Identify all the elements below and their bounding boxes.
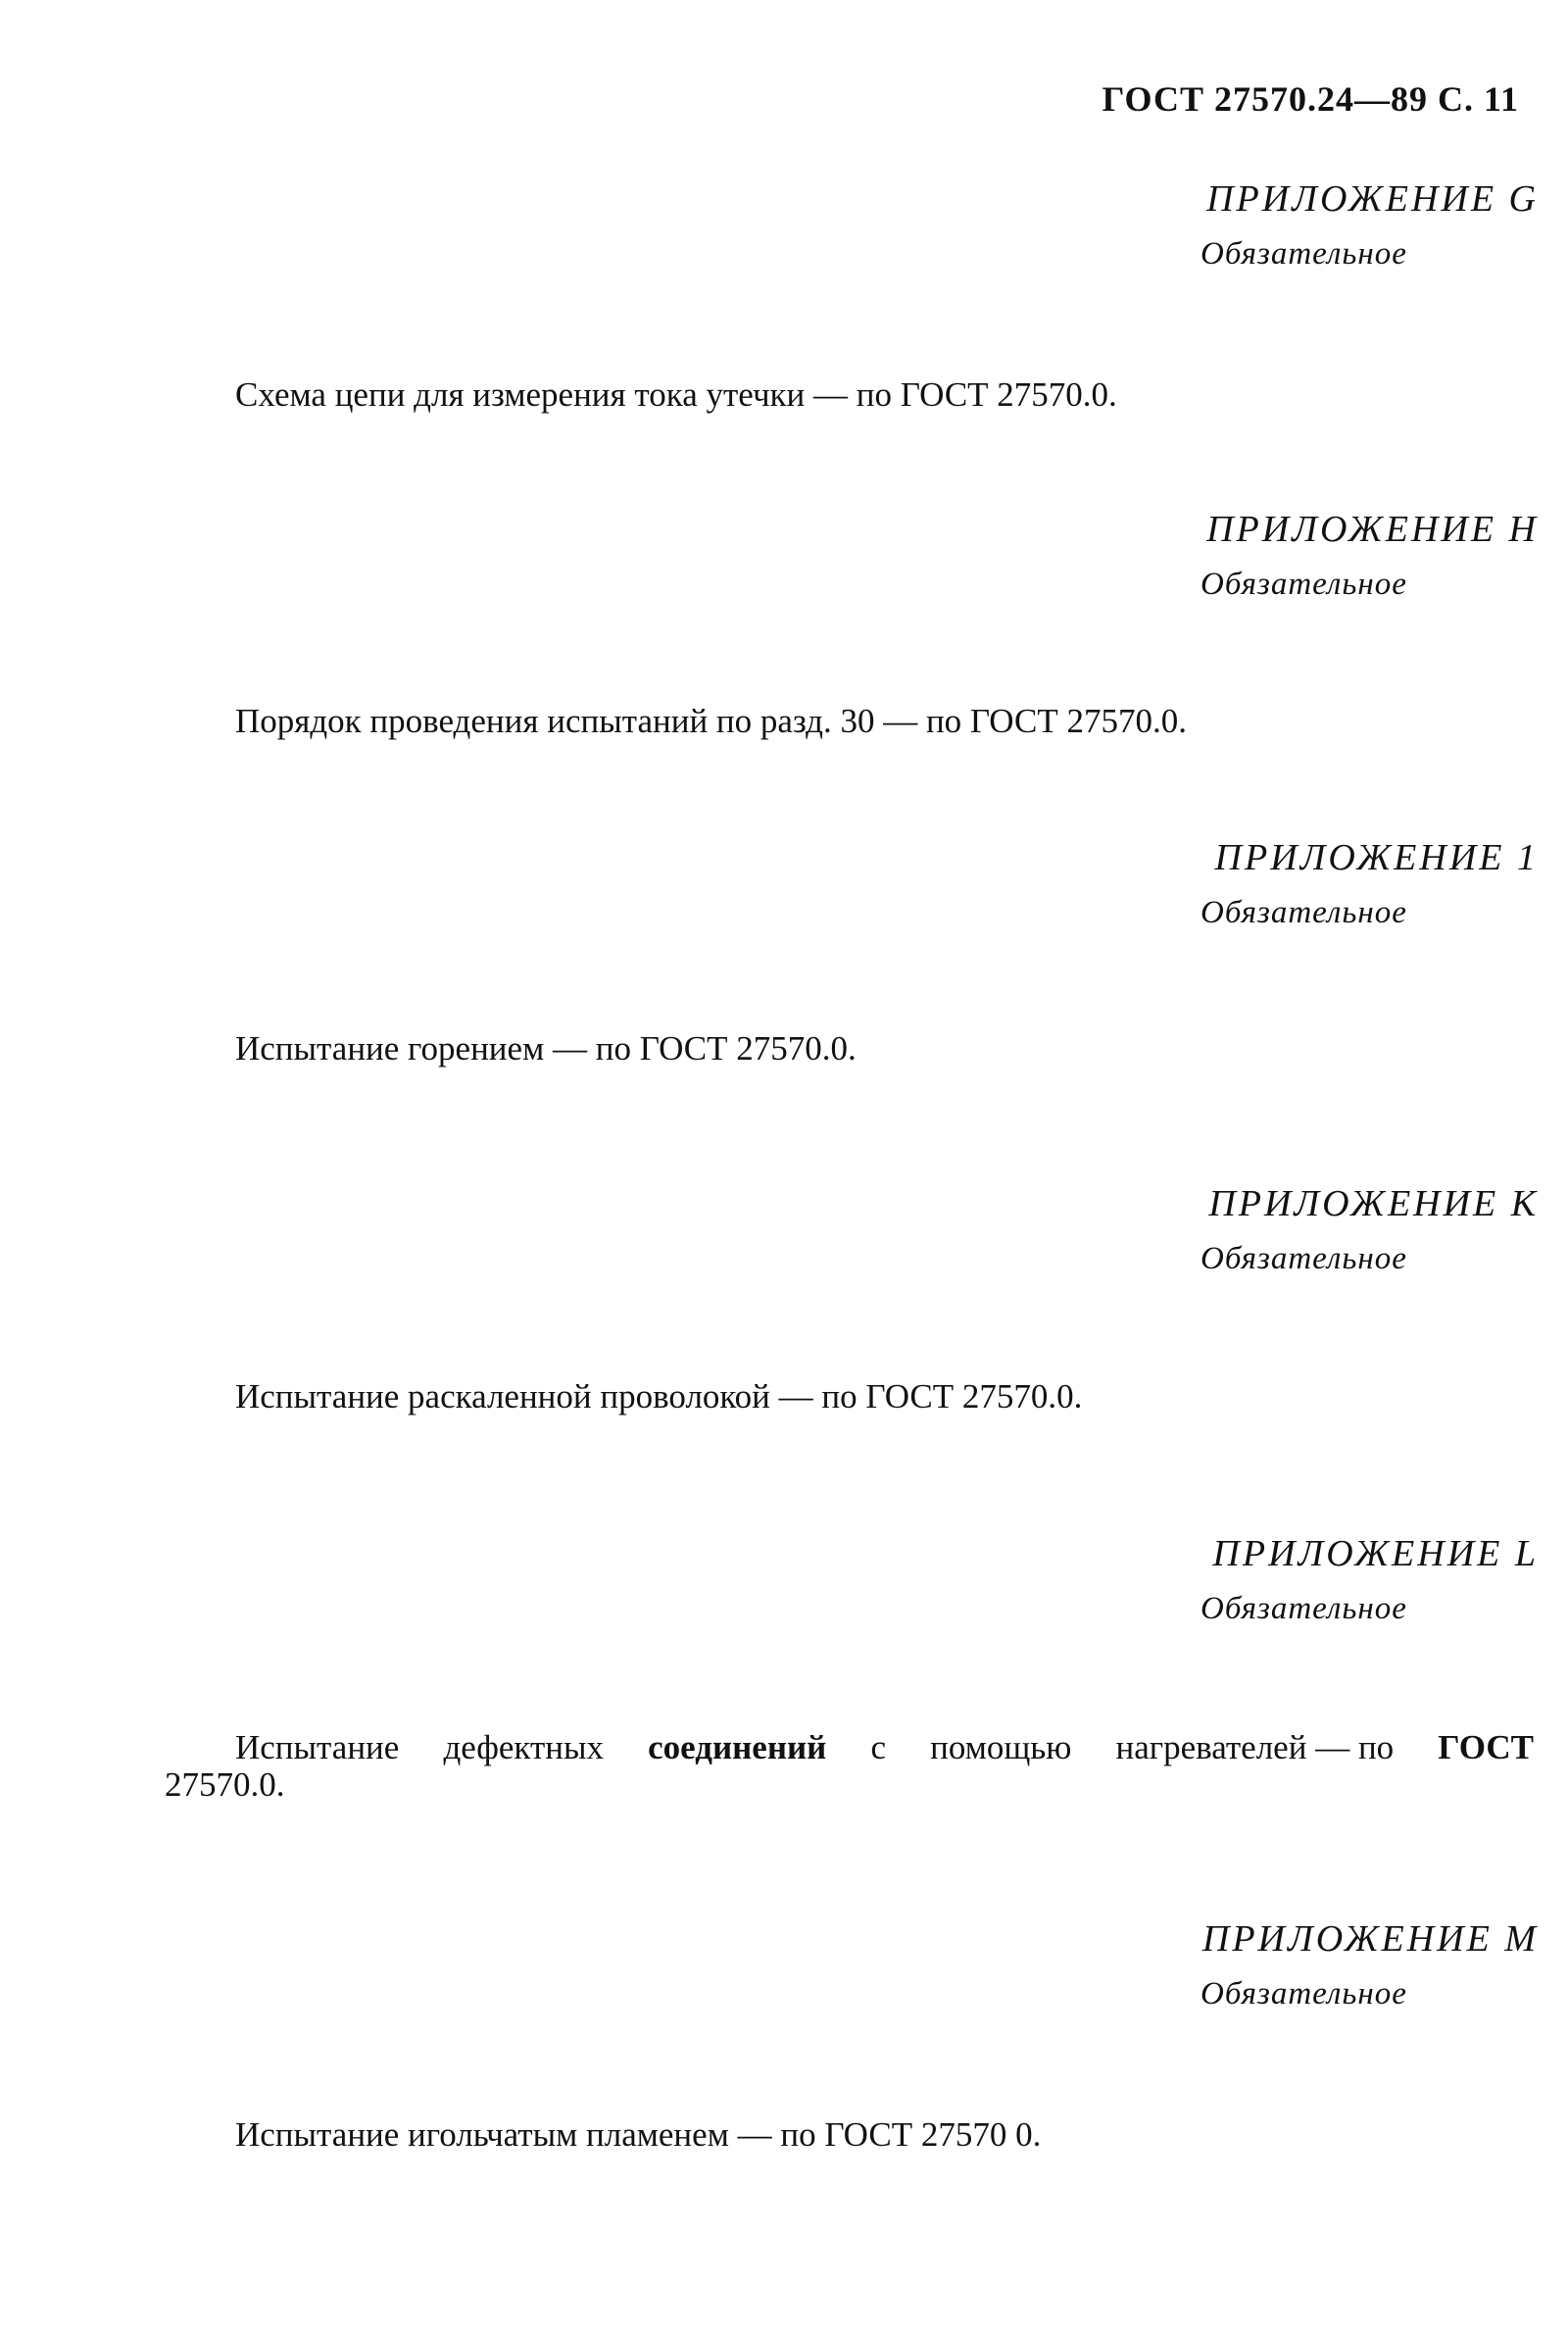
appendix-m-text: Испытание игольчатым пламенем — по ГОСТ 27570 0. [235,2115,1042,2154]
appendix-k-text: Испытание раскаленной проволокой — по ГОСТ 27570.0. [235,1377,1083,1415]
appendix-title: ПРИЛОЖЕНИЕ H [1206,509,1539,550]
word: с [870,1728,886,1766]
appendix-k-heading [1200,1181,1539,1281]
appendix-status: Обязательное [1200,895,1407,930]
appendix-title: ПРИЛОЖЕНИЕ М [1201,1918,1539,1960]
appendix-h-text: Порядок проведения испытаний по разд. 30 — по ГОСТ 27570.0. [235,702,1187,740]
word: Испытание [235,1728,400,1766]
word: ГОСТ [1438,1728,1534,1766]
word: дефектных [443,1728,605,1766]
appendix-status: Обязательное [1200,1591,1407,1626]
appendix-title: ПРИЛОЖЕНИЕ К [1208,1183,1539,1224]
appendix-g-text: Схема цепи для измерения тока утечки — по ГОСТ 27570.0. [235,375,1117,414]
appendix-status: Обязательное [1200,567,1407,602]
appendix-1-text: Испытание горением — по ГОСТ 27570.0. [235,1029,857,1068]
appendix-title: ПРИЛОЖЕНИЕ G [1206,178,1539,220]
appendix-g-heading [1200,176,1539,276]
appendix-h-heading [1200,507,1539,607]
word: помощью [930,1728,1072,1766]
appendix-m-heading [1200,1916,1539,2016]
justified-line [165,1729,1534,1766]
appendix-title: ПРИЛОЖЕНИЕ L [1212,1533,1539,1574]
appendix-1-heading [1200,835,1539,935]
appendix-l-text [165,1729,1534,1804]
appendix-title: ПРИЛОЖЕНИЕ 1 [1214,837,1539,878]
page-header: ГОСТ 27570.24—89 С. 11 [1102,79,1519,119]
word: нагревателей — по [1115,1728,1395,1766]
appendix-status: Обязательное [1200,1976,1407,2011]
appendix-l-heading [1200,1531,1539,1631]
continuation-line: 27570.0. [165,1765,285,1804]
appendix-status: Обязательное [1200,1241,1407,1276]
appendix-status: Обязательное [1200,236,1407,272]
word: соединений [648,1728,827,1766]
